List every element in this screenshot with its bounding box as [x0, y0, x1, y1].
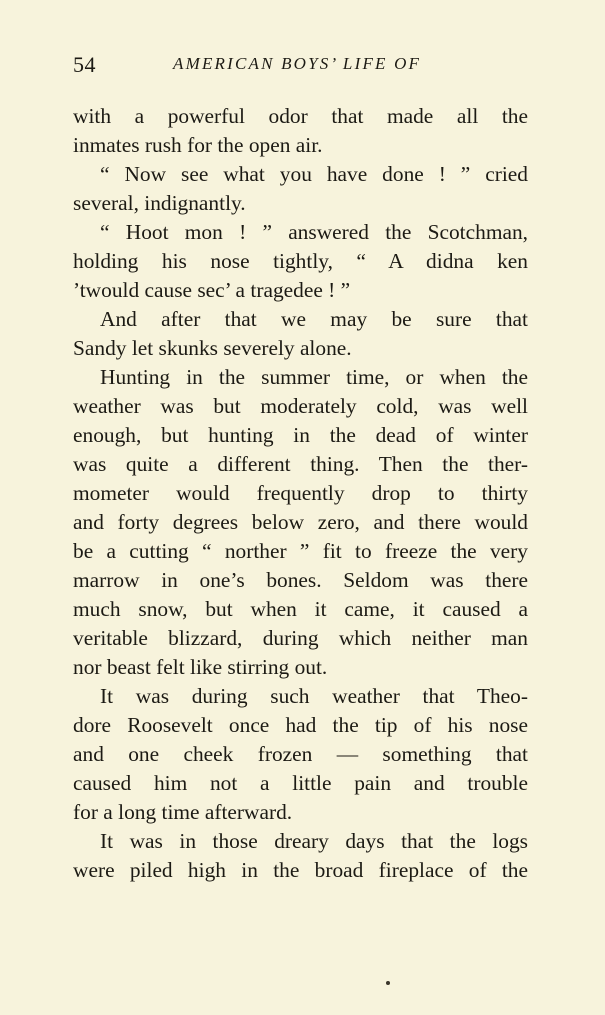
text-line: weather was but moderately cold, was well — [73, 394, 528, 418]
text-line: and forty degrees below zero, and there would — [73, 510, 528, 534]
text-line: nor beast felt like stirring out. — [73, 655, 328, 679]
text-line: dore Roosevelt once had the tip of his nose — [73, 713, 528, 737]
text-line: And after that we may be sure that — [100, 307, 528, 331]
text-line: much snow, but when it came, it caused a — [73, 597, 528, 621]
text-line: holding his nose tightly, “ A didna ken — [73, 249, 528, 273]
page-number: 54 — [73, 52, 96, 77]
text-line: inmates rush for the open air. — [73, 133, 323, 157]
text-line: Sandy let skunks severely alone. — [73, 336, 352, 360]
text-line: “ Hoot mon ! ” answered the Scotchman, — [100, 220, 528, 244]
text-line: Hunting in the summer time, or when the — [100, 365, 528, 389]
text-line: for a long time afterward. — [73, 800, 293, 824]
text-line: were piled high in the broad fireplace of the — [73, 858, 528, 882]
text-line: and one cheek frozen — something that — [73, 742, 528, 766]
text-line: It was during such weather that Theo- — [100, 684, 528, 708]
text-line: “ Now see what you have done ! ” cried — [100, 162, 528, 186]
print-speck — [386, 981, 390, 985]
body-text — [73, 102, 528, 885]
page-header — [73, 52, 528, 84]
text-line: veritable blizzard, during which neither man — [73, 626, 528, 650]
running-title: AMERICAN BOYS’ LIFE OF — [173, 54, 422, 73]
text-line: mometer would frequently drop to thirty — [73, 481, 528, 505]
text-line: enough, but hunting in the dead of winter — [73, 423, 528, 447]
text-line: It was in those dreary days that the logs — [100, 829, 528, 853]
text-line: was quite a different thing. Then the ther- — [73, 452, 528, 476]
text-line: with a powerful odor that made all the — [73, 104, 528, 128]
text-line: be a cutting “ norther ” fit to freeze the very — [73, 539, 528, 563]
text-line: ’twould cause sec’ a tragedee ! ” — [73, 278, 351, 302]
text-line: marrow in one’s bones. Seldom was there — [73, 568, 528, 592]
text-line: caused him not a little pain and trouble — [73, 771, 528, 795]
text-line: several, indignantly. — [73, 191, 246, 215]
